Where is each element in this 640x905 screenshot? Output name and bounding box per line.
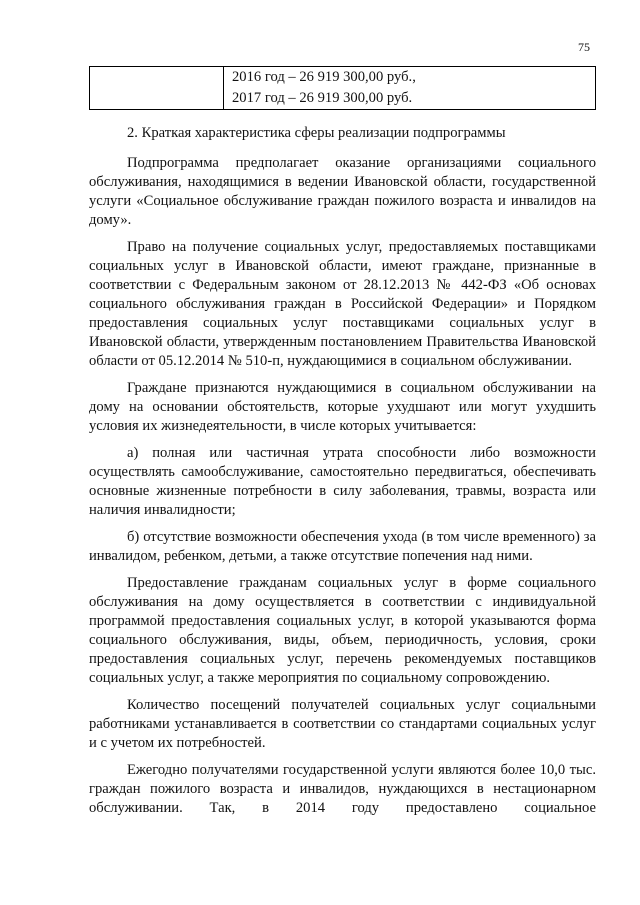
table-row <box>90 67 596 110</box>
paragraph-visit-count: Количество посещений получателей социальных услуг социальными работниками устанавливается в соответствии со стандартами социальных услуг и с учетом их потребностей. <box>89 697 596 751</box>
list-item-b: б) отсутствие возможности обеспечения ухода (в том числе временного) за инвалидом, ребенком, детьми, а также отсутствие попечения над ними. <box>89 529 596 564</box>
table-cell-empty <box>90 67 224 110</box>
paragraph-right-to-services: Право на получение социальных услуг, предоставляемых поставщиками социальных услуг в Ивановской области, имеют граждане, признанные в соответствии с Федеральным законом от 28.12.2013 № 442-ФЗ «Об основах социального обслуживания граждан в Российской Федерации» и Порядком предоставления социальных услуг поставщиками социальных услуг в Ивановской области, утвержденным постановлением Правительства Ивановской области от 05.12.2014 № 510-п, нуждающимися в социальном обслуживании. <box>89 239 596 369</box>
funding-line-2017: 2017 год – 26 919 300,00 руб. <box>232 90 413 106</box>
paragraph-subprogram-description: Подпрограмма предполагает оказание организациями социального обслуживания, находящимися в ведении Ивановской области, государственной услуги «Социальное обслуживание граждан пожилого возраста и инвалидов на дому». <box>89 155 596 228</box>
page-number: 75 <box>578 40 590 54</box>
document-body <box>89 124 596 818</box>
funding-table <box>89 66 596 110</box>
section-heading: 2. Краткая характеристика сферы реализации подпрограммы <box>127 125 506 141</box>
funding-line-2016: 2016 год – 26 919 300,00 руб., <box>232 69 416 85</box>
paragraph-eligibility: Граждане признаются нуждающимися в социальном обслуживании на дому на основании обстоятельств, которые ухудшают или могут ухудшить условия их жизнедеятельности, в числе которых учитывается: <box>89 380 596 434</box>
paragraph-annual-recipients: Ежегодно получателями государственной услуги являются более 10,0 тыс. граждан пожилого возраста и инвалидов, нуждающихся в нестационарном обслуживании. Так, в 2014 году предоставлено социальное <box>89 762 596 816</box>
list-item-a: а) полная или частичная утрата способности либо возможности осуществлять самообслуживание, самостоятельно передвигаться, обеспечивать основные жизненные потребности в силу заболевания, травмы, возраста или наличия инвалидности; <box>89 445 596 518</box>
paragraph-service-provision: Предоставление гражданам социальных услуг в форме социального обслуживания на дому осуществляется в соответствии с индивидуальной программой предоставления социальных услуг, в которой указываются форма социального обслуживания, виды, объем, периодичность, условия, сроки предоставления социальных услуг, перечень рекомендуемых поставщиков социальных услуг, а также мероприятия по социальному сопровождению. <box>89 575 596 686</box>
table-cell-funding <box>224 67 596 110</box>
